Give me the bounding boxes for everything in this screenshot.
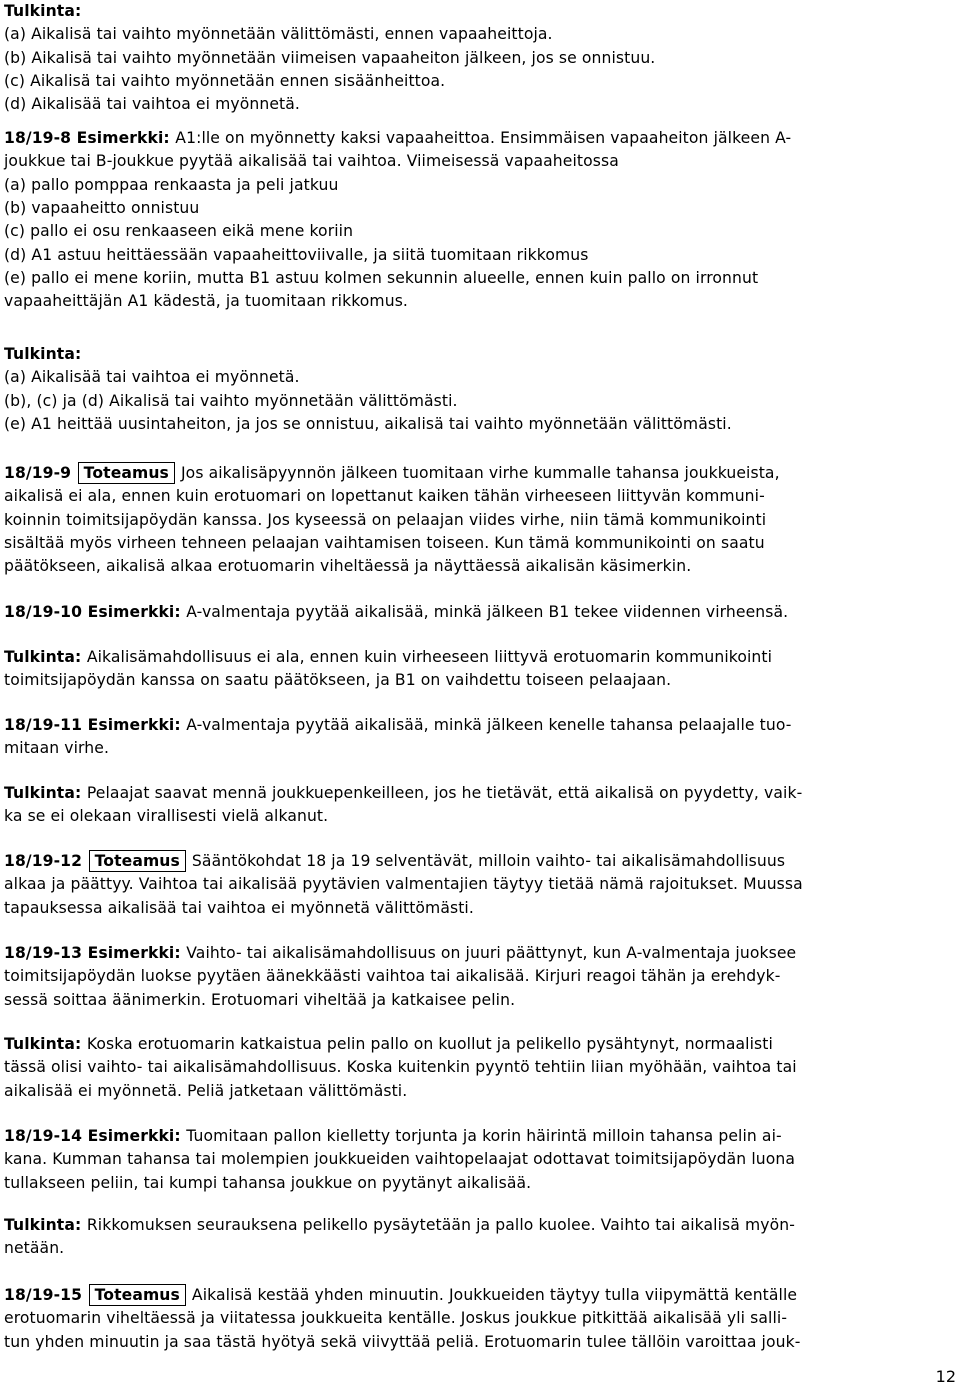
text-line bbox=[4, 850, 949, 873]
toteamus-label: Toteamus bbox=[78, 462, 175, 484]
text-line bbox=[4, 989, 949, 1012]
text-line bbox=[4, 509, 949, 532]
toteamus-label: Toteamus bbox=[89, 850, 186, 872]
text-line bbox=[4, 601, 949, 624]
body-text: joukkue tai B-joukkue pyytää aikalisää tai vaihtoa. Viimeisessä vapaaheitossa bbox=[4, 152, 619, 171]
text-line bbox=[4, 174, 949, 197]
body-text: (c) Aikalisä tai vaihto myönnetään ennen sisäänheittoa. bbox=[4, 71, 446, 90]
text-line bbox=[4, 942, 949, 965]
bold-heading: Tulkinta: bbox=[4, 1216, 87, 1234]
text-line bbox=[4, 47, 949, 70]
text-line bbox=[4, 1307, 949, 1330]
body-text: tässä olisi vaihto- tai aikalisämahdollisuus. Koska kuitenkin pyyntö tehtiin liian myöhään, vaihtoa tai bbox=[4, 1058, 797, 1077]
body-text: Koska erotuomarin katkaistua pelin pallo on kuollut ja pelikello pysähtynyt, normaalisti bbox=[86, 1035, 773, 1053]
text-line bbox=[4, 965, 949, 988]
body-text: tapauksessa aikalisää tai vaihtoa ei myönnetä välittömästi. bbox=[4, 898, 474, 917]
bold-heading: 18/19-8 Esimerkki: bbox=[4, 129, 176, 147]
body-text: Pelaajat saavat mennä joukkuepenkeilleen, jos he tietävät, että aikalisä on pyydetty, vaik- bbox=[86, 784, 803, 802]
text-line bbox=[4, 1331, 949, 1354]
text-line bbox=[4, 646, 949, 669]
body-text: mitaan virhe. bbox=[4, 739, 110, 758]
bold-heading: Tulkinta: bbox=[4, 784, 87, 802]
body-text: Aikalisä kestää yhden minuutin. Joukkueiden täytyy tulla viipymättä kentälle bbox=[186, 1286, 798, 1304]
text-line bbox=[4, 1056, 949, 1079]
body-text: A1:lle on myönnetty kaksi vapaaheittoa. Ensimmäisen vapaaheiton jälkeen A- bbox=[175, 129, 792, 147]
body-text: (e) pallo ei mene koriin, mutta B1 astuu kolmen sekunnin alueelle, ennen kuin pallo on irronnut bbox=[4, 268, 759, 287]
body-text: sessä soittaa äänimerkin. Erotuomari viheltää ja katkaisee pelin. bbox=[4, 990, 516, 1009]
text-line bbox=[4, 1172, 949, 1195]
body-text: päätökseen, aikalisä alkaa erotuomarin viheltäessä ja näyttäessä aikalisän käsimerkin. bbox=[4, 557, 692, 576]
body-text: kana. Kumman tahansa tai molempien joukkueiden vaihtopelaajat odottavat toimitsijapöydän luona bbox=[4, 1150, 796, 1169]
bold-heading: 18/19-15 bbox=[4, 1286, 88, 1304]
text-line bbox=[4, 0, 949, 23]
text-line bbox=[4, 462, 949, 485]
body-text: koinnin toimitsijapöydän kanssa. Jos kyseessä on pelaajan viides virhe, niin tämä kommunikointi bbox=[4, 510, 767, 529]
body-text: (a) pallo pomppaa renkaasta ja peli jatkuu bbox=[4, 175, 339, 194]
bold-heading: Tulkinta: bbox=[4, 648, 87, 666]
body-text: A-valmentaja pyytää aikalisää, minkä jälkeen kenelle tahansa pelaajalle tuo- bbox=[186, 716, 792, 734]
text-line bbox=[4, 343, 949, 366]
text-line bbox=[4, 485, 949, 508]
bold-heading: 18/19-13 Esimerkki: bbox=[4, 944, 187, 962]
body-text: (b), (c) ja (d) Aikalisä tai vaihto myönnetään välittömästi. bbox=[4, 391, 458, 410]
text-line bbox=[4, 23, 949, 46]
text-line bbox=[4, 737, 949, 760]
bold-heading: Tulkinta: bbox=[4, 2, 82, 20]
text-line bbox=[4, 1080, 949, 1103]
body-text: A-valmentaja pyytää aikalisää, minkä jälkeen B1 tekee viidennen virheensä. bbox=[186, 603, 789, 621]
text-line bbox=[4, 366, 949, 389]
body-text: tun yhden minuutin ja saa tästä hyötyä sekä viivyttää peliä. Erotuomarin tulee tällöin varoittaa jouk- bbox=[4, 1332, 801, 1351]
body-text: ka se ei olekaan virallisesti vielä alkanut. bbox=[4, 807, 329, 826]
bold-heading: Tulkinta: bbox=[4, 345, 82, 363]
text-line bbox=[4, 70, 949, 93]
body-text: Rikkomuksen seurauksena pelikello pysäytetään ja pallo kuolee. Vaihto tai aikalisä myön- bbox=[86, 1216, 795, 1234]
page-number: 12 bbox=[935, 1367, 956, 1386]
text-line bbox=[4, 1214, 949, 1237]
body-text: vapaaheittäjän A1 kädestä, ja tuomitaan rikkomus. bbox=[4, 292, 408, 311]
text-line bbox=[4, 532, 949, 555]
body-text: aikalisä ei ala, ennen kuin erotuomari on lopettanut kaiken tähän virheeseen liittyvän kommuni- bbox=[4, 487, 765, 506]
body-text: tullakseen peliin, tai kumpi tahansa joukkue on pyytänyt aikalisää. bbox=[4, 1173, 532, 1192]
text-line bbox=[4, 555, 949, 578]
bold-heading: 18/19-10 Esimerkki: bbox=[4, 603, 187, 621]
text-line bbox=[4, 1148, 949, 1171]
body-text: Vaihto- tai aikalisämahdollisuus on juuri päättynyt, kun A-valmentaja juoksee bbox=[186, 944, 797, 962]
body-text: sisältää myös virheen tehneen pelaajan vaihtamisen toiseen. Kun tämä kommunikointi on saatu bbox=[4, 533, 765, 552]
text-line bbox=[4, 873, 949, 896]
body-text: Jos aikalisäpyynnön jälkeen tuomitaan virhe kummalle tahansa joukkueista, bbox=[175, 464, 780, 482]
text-line bbox=[4, 390, 949, 413]
toteamus-label: Toteamus bbox=[89, 1284, 186, 1306]
body-text: netään. bbox=[4, 1239, 65, 1258]
text-line bbox=[4, 1237, 949, 1260]
text-line bbox=[4, 127, 949, 150]
text-line bbox=[4, 150, 949, 173]
body-text: Aikalisämahdollisuus ei ala, ennen kuin virheeseen liittyvä erotuomarin kommunikointi bbox=[86, 648, 773, 666]
bold-heading: 18/19-11 Esimerkki: bbox=[4, 716, 187, 734]
text-line bbox=[4, 782, 949, 805]
body-text: toimitsijapöydän kanssa on saatu päätökseen, ja B1 on vaihdettu toiseen pelaajaan. bbox=[4, 671, 672, 690]
text-line bbox=[4, 197, 949, 220]
body-text: toimitsijapöydän luokse pyytäen äänekkäästi vaihtoa tai aikalisää. Kirjuri reagoi tähän ja erehdyk- bbox=[4, 967, 781, 986]
body-text: (e) A1 heittää uusintaheiton, ja jos se onnistuu, aikalisä tai vaihto myönnetään välittömästi. bbox=[4, 414, 732, 433]
text-line bbox=[4, 93, 949, 116]
bold-heading: Tulkinta: bbox=[4, 1035, 87, 1053]
text-line bbox=[4, 244, 949, 267]
bold-heading: 18/19-9 bbox=[4, 464, 77, 482]
body-text: (a) Aikalisää tai vaihtoa ei myönnetä. bbox=[4, 368, 300, 387]
bold-heading: 18/19-14 Esimerkki: bbox=[4, 1127, 187, 1145]
text-line bbox=[4, 805, 949, 828]
text-line bbox=[4, 220, 949, 243]
text-line bbox=[4, 1033, 949, 1056]
body-text: Tuomitaan pallon kielletty torjunta ja korin häirintä milloin tahansa pelin ai- bbox=[186, 1127, 782, 1145]
text-line bbox=[4, 669, 949, 692]
body-text: (c) pallo ei osu renkaaseen eikä mene koriin bbox=[4, 222, 354, 241]
text-line bbox=[4, 267, 949, 290]
text-line bbox=[4, 714, 949, 737]
body-text: (b) Aikalisä tai vaihto myönnetään viimeisen vapaaheiton jälkeen, jos se onnistuu. bbox=[4, 48, 656, 67]
text-line bbox=[4, 1284, 949, 1307]
text-line bbox=[4, 897, 949, 920]
text-line bbox=[4, 290, 949, 313]
body-text: aikalisää ei myönnetä. Peliä jatketaan välittömästi. bbox=[4, 1081, 408, 1100]
body-text: erotuomarin viheltäessä ja viitatessa joukkueita kentälle. Joskus joukkue pitkittää aikalisää yli salli- bbox=[4, 1309, 788, 1328]
bold-heading: 18/19-12 bbox=[4, 852, 88, 870]
body-text: (b) vapaaheitto onnistuu bbox=[4, 198, 200, 217]
text-line bbox=[4, 1125, 949, 1148]
body-text: Sääntökohdat 18 ja 19 selventävät, milloin vaihto- tai aikalisämahdollisuus bbox=[186, 852, 786, 870]
body-text: (d) Aikalisää tai vaihtoa ei myönnetä. bbox=[4, 95, 300, 114]
body-text: (d) A1 astuu heittäessään vapaaheittoviivalle, ja siitä tuomitaan rikkomus bbox=[4, 245, 589, 264]
body-text: (a) Aikalisä tai vaihto myönnetään välittömästi, ennen vapaaheittoja. bbox=[4, 25, 553, 44]
text-line bbox=[4, 413, 949, 436]
body-text: alkaa ja päättyy. Vaihtoa tai aikalisää pyytävien valmentajien täytyy tietää nämä rajoitukset. Muussa bbox=[4, 875, 803, 894]
